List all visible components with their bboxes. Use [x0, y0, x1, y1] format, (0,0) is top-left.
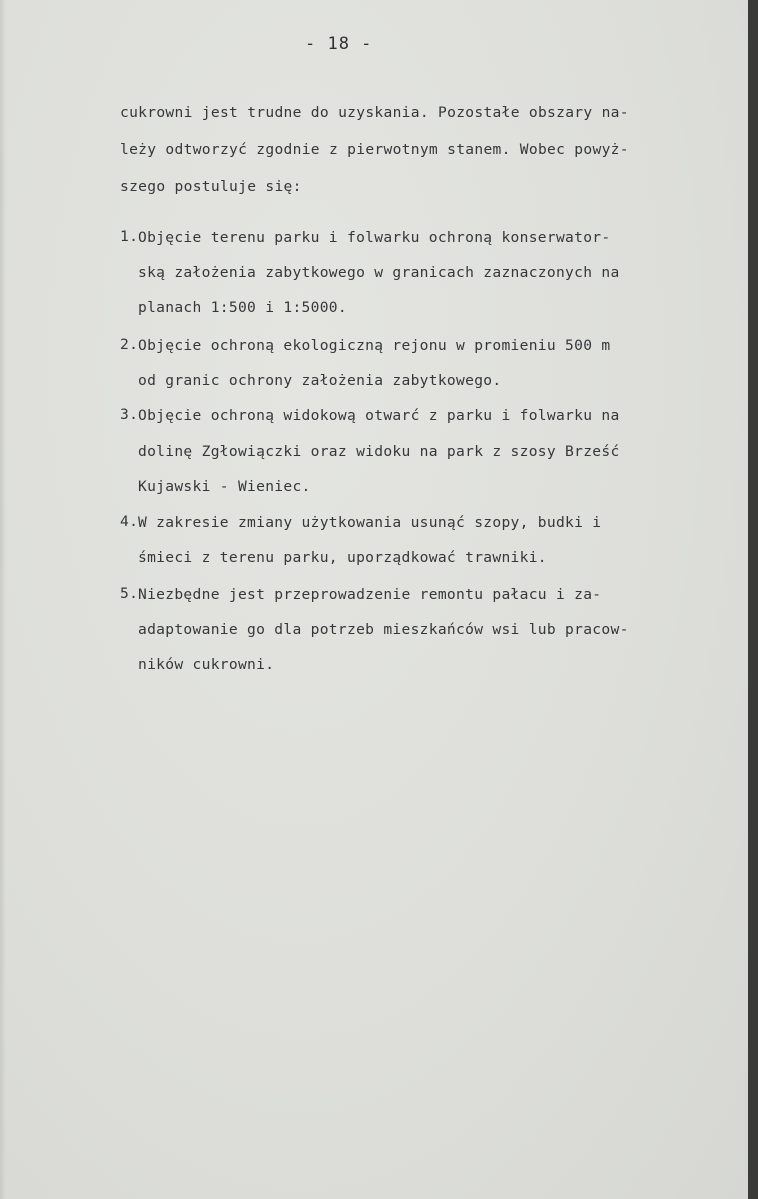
list-item-number: 3.: [120, 406, 139, 423]
list-item-line: Objęcie ochroną ekologiczną rejonu w promieniu 500 m: [138, 337, 611, 354]
list-item-number: 4.: [120, 513, 139, 530]
page-edge-shadow: [0, 0, 6, 1199]
list-item-line: adaptowanie go dla potrzeb mieszkańców wsi lub pracow-: [138, 621, 629, 638]
intro-line: leży odtworzyć zgodnie z pierwotnym stanem. Wobec powyż-: [120, 141, 629, 158]
list-item-line: W zakresie zmiany użytkowania usunąć szopy, budki i: [138, 514, 602, 531]
list-item-number: 1.: [120, 228, 139, 245]
list-item-line: Objęcie ochroną widokową otwarć z parku i folwarku na: [138, 407, 620, 424]
list-item-number: 5.: [120, 585, 139, 602]
list-item-line: ników cukrowni.: [138, 656, 275, 673]
intro-line: cukrowni jest trudne do uzyskania. Pozostałe obszary na-: [120, 104, 629, 121]
list-item-line: Objęcie terenu parku i folwarku ochroną konserwator-: [138, 229, 611, 246]
list-item-line: śmieci z terenu parku, uporządkować trawniki.: [138, 549, 547, 566]
list-item-line: Niezbędne jest przeprowadzenie remontu pałacu i za-: [138, 586, 602, 603]
list-item-line: od granic ochrony założenia zabytkowego.: [138, 372, 502, 389]
page-number: - 18 -: [305, 34, 373, 54]
list-item-line: dolinę Zgłowiączki oraz widoku na park z szosy Brześć: [138, 443, 620, 460]
list-item-number: 2.: [120, 336, 139, 353]
list-item-line: Kujawski - Wieniec.: [138, 478, 311, 495]
intro-line: szego postuluje się:: [120, 178, 302, 195]
list-item-line: ską założenia zabytkowego w granicach zaznaczonych na: [138, 264, 620, 281]
list-item-line: planach 1:500 i 1:5000.: [138, 299, 347, 316]
